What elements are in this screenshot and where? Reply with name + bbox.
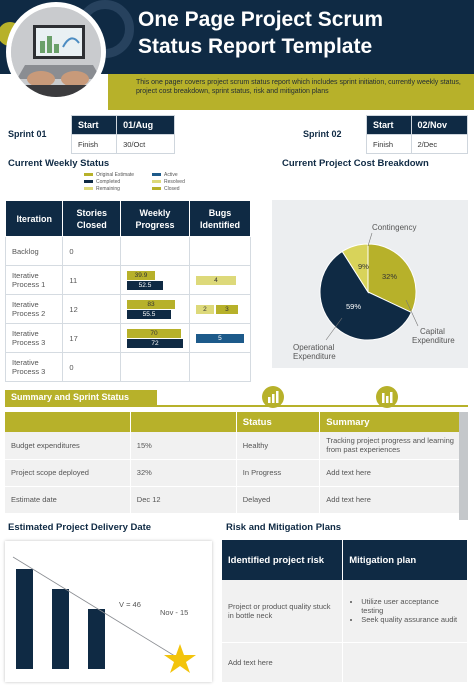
sprint-02-finish-label: Finish	[367, 135, 412, 154]
table-row	[222, 642, 468, 682]
bugs-bar: 3	[216, 305, 238, 314]
summary-title: Summary and Sprint Status	[5, 390, 157, 405]
sprint-02-finish-value: 2/Dec	[411, 135, 467, 154]
legend-swatch	[84, 187, 93, 190]
table-row	[6, 266, 251, 295]
operational-label-2: Expenditure	[293, 352, 336, 361]
iteration-cell: Iterative Process 2	[6, 295, 63, 324]
weekly-status-title: Current Weekly Status	[8, 158, 110, 169]
header-mitigation-plan: Mitigation plan	[343, 540, 468, 580]
table-row	[6, 324, 251, 353]
bugs-cell	[189, 266, 250, 295]
bugs-cell	[189, 353, 250, 382]
header-stories-closed: Stories Closed	[63, 201, 121, 237]
sprint-02-start-label: Start	[367, 116, 412, 135]
description-text: This one pager covers project scrum status report which includes sprint initiation, currently weekly status, project cost breakdown, sprint status, risk and mitigation plans	[136, 79, 461, 95]
value-cell: 32%	[130, 459, 236, 486]
status-cell: Delayed	[236, 486, 320, 513]
summary-divider	[5, 405, 468, 407]
value-cell: Dec 12	[130, 486, 236, 513]
stories-cell: 0	[63, 353, 121, 382]
progress-cell	[120, 266, 189, 295]
legend-swatch	[152, 180, 161, 183]
header-value	[130, 412, 236, 432]
summary-cell: Tracking project progress and learning from past experiences	[320, 432, 468, 459]
weekly-status-table	[5, 200, 251, 382]
delivery-bar	[52, 589, 69, 669]
item-cell: Project scope deployed	[5, 459, 130, 486]
legend-swatch	[152, 187, 161, 190]
header-item	[5, 412, 130, 432]
table-row	[5, 459, 468, 486]
bugs-cell	[189, 237, 250, 266]
iteration-cell: Iterative Process 1	[6, 266, 63, 295]
plan-cell	[343, 580, 468, 642]
estimate-bar: 83	[127, 300, 175, 309]
item-cell: Budget expenditures	[5, 432, 130, 459]
plan-item: • Seek quality assurance audit	[361, 615, 461, 624]
contingency-value: 9%	[358, 262, 369, 271]
header-identified-risk: Identified project risk	[222, 540, 343, 580]
risk-cell: Project or product quality stuck in bottle neck	[222, 580, 343, 642]
sprint-02-table	[366, 115, 468, 154]
legend-item: Remaining	[84, 186, 120, 192]
value-cell: 15%	[130, 432, 236, 459]
iteration-cell: Iterative Process 3	[6, 324, 63, 353]
summary-cell: Add text here	[320, 459, 468, 486]
progress-cell	[120, 324, 189, 353]
table-row	[6, 237, 251, 266]
estimate-bar: 39.9	[127, 271, 155, 280]
table-row	[6, 353, 251, 382]
contingency-label: Contingency	[372, 223, 417, 232]
legend-swatch	[152, 173, 161, 176]
summary-table	[5, 412, 468, 514]
page-title	[138, 6, 468, 60]
progress-cell	[120, 295, 189, 324]
capital-label-1: Capital	[420, 327, 445, 336]
sprint-01-finish-label: Finish	[72, 135, 117, 154]
capital-value: 32%	[382, 272, 398, 281]
header-bugs-identified: Bugs Identified	[189, 201, 250, 237]
chart-icon	[262, 386, 284, 408]
cost-breakdown-title: Current Project Cost Breakdown	[282, 158, 429, 169]
progress-cell	[120, 237, 189, 266]
legend-item: Closed	[152, 186, 180, 192]
item-cell: Estimate date	[5, 486, 130, 513]
header-status: Status	[236, 412, 320, 432]
legend-item: Resolved	[152, 179, 185, 185]
risk-cell: Add text here	[222, 642, 343, 682]
status-cell: Healthy	[236, 432, 320, 459]
bugs-bar: 4	[196, 276, 236, 285]
completed-bar: 55.5	[127, 310, 171, 319]
estimate-bar: 70	[127, 329, 181, 338]
table-row	[5, 432, 468, 459]
bugs-cell	[189, 324, 250, 353]
risk-table	[222, 540, 468, 683]
legend-item: Active	[152, 172, 178, 178]
delivery-bar	[88, 609, 105, 669]
sprint-02-start-value: 02/Nov	[411, 116, 467, 135]
bar-chart-icon	[376, 386, 398, 408]
plan-item: • Utilize user acceptance testing	[361, 597, 461, 615]
bugs-bar: 5	[196, 334, 244, 343]
stories-cell: 12	[63, 295, 121, 324]
summary-cell: Add text here	[320, 486, 468, 513]
sprint-01-start-label: Start	[72, 116, 117, 135]
target-date-label: Nov - 15	[160, 608, 189, 617]
status-cell: In Progress	[236, 459, 320, 486]
legend-item: Original Estimate	[84, 172, 134, 178]
delivery-bar	[16, 569, 33, 669]
table-row	[6, 295, 251, 324]
operational-label-1: Operational	[293, 343, 335, 352]
legend-swatch	[84, 173, 93, 176]
iteration-cell: Backlog	[6, 237, 63, 266]
sprint-02-label: Sprint 02	[303, 129, 342, 139]
table-row	[222, 580, 468, 642]
stories-cell: 17	[63, 324, 121, 353]
legend-swatch	[84, 180, 93, 183]
iteration-cell: Iterative Process 3	[6, 353, 63, 382]
star-icon	[164, 644, 196, 673]
sprint-01-start-value: 01/Aug	[117, 116, 175, 135]
legend-item: Completed	[84, 179, 120, 185]
bugs-cell	[189, 295, 250, 324]
plan-cell	[343, 642, 468, 682]
completed-bar: 52.5	[127, 281, 163, 290]
laptop-photo	[6, 2, 106, 102]
cost-pie-chart	[272, 200, 468, 368]
sprint-01-finish-value: 30/Oct	[117, 135, 175, 154]
header-summary: Summary	[320, 412, 468, 432]
header-iteration: Iteration	[6, 201, 63, 237]
stories-cell: 11	[63, 266, 121, 295]
header-weekly-progress: Weekly Progress	[120, 201, 189, 237]
sprint-01-label: Sprint 01	[8, 129, 47, 139]
velocity-label: V = 46	[119, 600, 141, 609]
title-line-1: One Page Project Scrum	[138, 8, 384, 31]
delivery-title: Estimated Project Delivery Date	[8, 522, 152, 533]
table-row	[5, 486, 468, 513]
progress-cell	[120, 353, 189, 382]
title-line-2: Status Report Template	[138, 35, 373, 58]
stories-cell: 0	[63, 237, 121, 266]
sprint-01-table	[71, 115, 175, 154]
bugs-bar: 2	[196, 305, 214, 314]
capital-label-2: Expenditure	[412, 336, 455, 345]
completed-bar: 72	[127, 339, 183, 348]
delivery-chart	[5, 541, 212, 682]
operational-value: 59%	[346, 302, 362, 311]
risk-title: Risk and Mitigation Plans	[226, 522, 342, 533]
summary-side-bar	[459, 412, 468, 520]
